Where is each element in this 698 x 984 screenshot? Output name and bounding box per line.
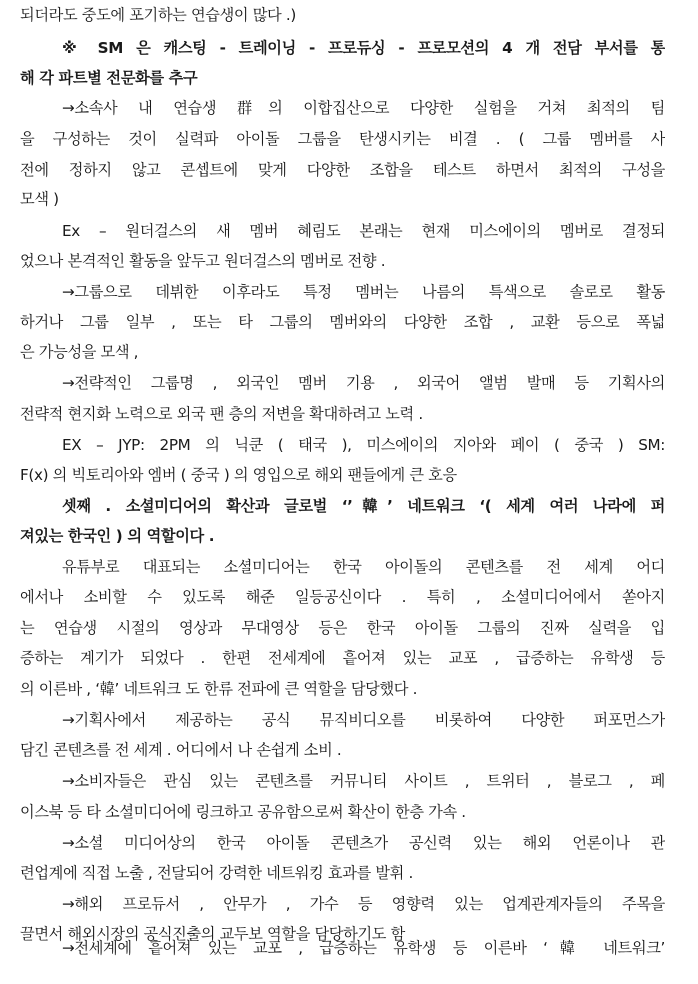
text-line: 해 각 파트별 전문화를 추구 [20, 69, 198, 87]
text-line: 모색 ) [20, 190, 59, 208]
text-line: 었으나 본격적인 활동을 앞두고 원더걸스의 멤버로 전향 . [20, 252, 386, 270]
text-line: →해외 프로듀서 , 안무가 , 가수 등 영향력 있는 업계관계자들의 주목을 [62, 895, 665, 913]
text-line: ※ SM 은 캐스팅 - 트레이닝 - 프로듀싱 - 프로모션의 4 개 전담 부서를 통 [62, 39, 665, 57]
document-page [20, 0, 665, 984]
text-line: 하거나 그룹 일부 , 또는 타 그룹의 멤버와의 다양한 조합 , 교환 등으로 폭넓 [20, 313, 665, 331]
text-line: EX – JYP: 2PM 의 닉쿤 ( 태국 ), 미스에이의 지아와 페이 ( 중국 ) SM: [62, 436, 665, 454]
text-line: →그룹으로 데뷔한 이후라도 특정 멤버는 나름의 특색으로 솔로로 활동 [62, 283, 665, 301]
text-line: 련업계에 직접 노출 , 전달되어 강력한 네트워킹 효과를 발휘 . [20, 864, 413, 882]
text-line: 유튜부로 대표되는 소셜미디어는 한국 아이돌의 콘텐츠를 전 세계 어디 [62, 558, 665, 576]
text-line: 끌면서 해외시장의 공식진출의 교두보 역할을 담당하기도 함 [20, 925, 405, 943]
text-line: 는 연습생 시절의 영상과 무대영상 등은 한국 아이돌 그룹의 진짜 실력을 입 [20, 619, 665, 637]
text-line: →전략적인 그룹명 , 외국인 멤버 기용 , 외국어 앨범 발매 등 기획사의 [62, 374, 665, 392]
text-line: 셋째 . 소셜미디어의 확산과 글로벌 ‘’韓’ 네트워크 ‘( 세계 여러 나라에 퍼 [62, 497, 665, 515]
text-line: 이스북 등 타 소셜미디어에 링크하고 공유함으로써 확산이 한층 가속 . [20, 803, 466, 821]
text-line: 전에 정하지 않고 콘셉트에 맞게 다양한 조합을 테스트 하면서 최적의 구성을 [20, 161, 665, 179]
text-line: →소비자들은 관심 있는 콘텐츠를 커뮤니티 사이트 , 트위터 , 블로그 , 페 [62, 772, 665, 790]
text-line: 을 구성하는 것이 실력파 아이돌 그룹을 탄생시키는 비결 . ( 그룹 멤버를 사 [20, 130, 665, 148]
text-line: →소셜 미디어상의 한국 아이돌 콘텐츠가 공신력 있는 해외 언론이나 관 [62, 834, 665, 852]
text-line: 에서나 소비할 수 있도록 해준 일등공신이다 . 특히 , 소셜미디어에서 쏟아지 [20, 588, 665, 606]
text-line: 은 가능성을 모색 , [20, 343, 139, 361]
text-line: →소속사 내 연습생 群의 이합집산으로 다양한 실험을 거쳐 최적의 팀 [62, 99, 665, 117]
text-line: →전세계에 흩어져 있는 교포 , 급증하는 유학생 등 이른바 ‘韓 네트워크’ [62, 939, 665, 957]
text-line: 전략적 현지화 노력으로 외국 팬 층의 저변을 확대하려고 노력 . [20, 405, 423, 423]
text-line: Ex – 원더걸스의 새 멤버 혜림도 본래는 현재 미스에이의 멤버로 결정되 [62, 222, 665, 240]
text-line: 담긴 콘텐츠를 전 세계 . 어디에서 나 손쉽게 소비 . [20, 741, 342, 759]
text-line: →기획사에서 제공하는 공식 뮤직비디오를 비롯하여 다양한 퍼포먼스가 [62, 711, 665, 729]
text-line: 져있는 한국인 ) 의 역할이다 . [20, 527, 215, 545]
text-line: 의 이른바 , ‘韓’ 네트워크 도 한류 전파에 큰 역할을 담당했다 . [20, 680, 418, 698]
text-line: 되더라도 중도에 포기하는 연습생이 많다 .) [20, 6, 296, 24]
text-line: 증하는 계기가 되었다 . 한편 전세계에 흩어져 있는 교포 , 급증하는 유학생 등 [20, 649, 665, 667]
text-line: F(x) 의 빅토리아와 엠버 ( 중국 ) 의 영입으로 해외 팬들에게 큰 호응 [20, 466, 457, 484]
